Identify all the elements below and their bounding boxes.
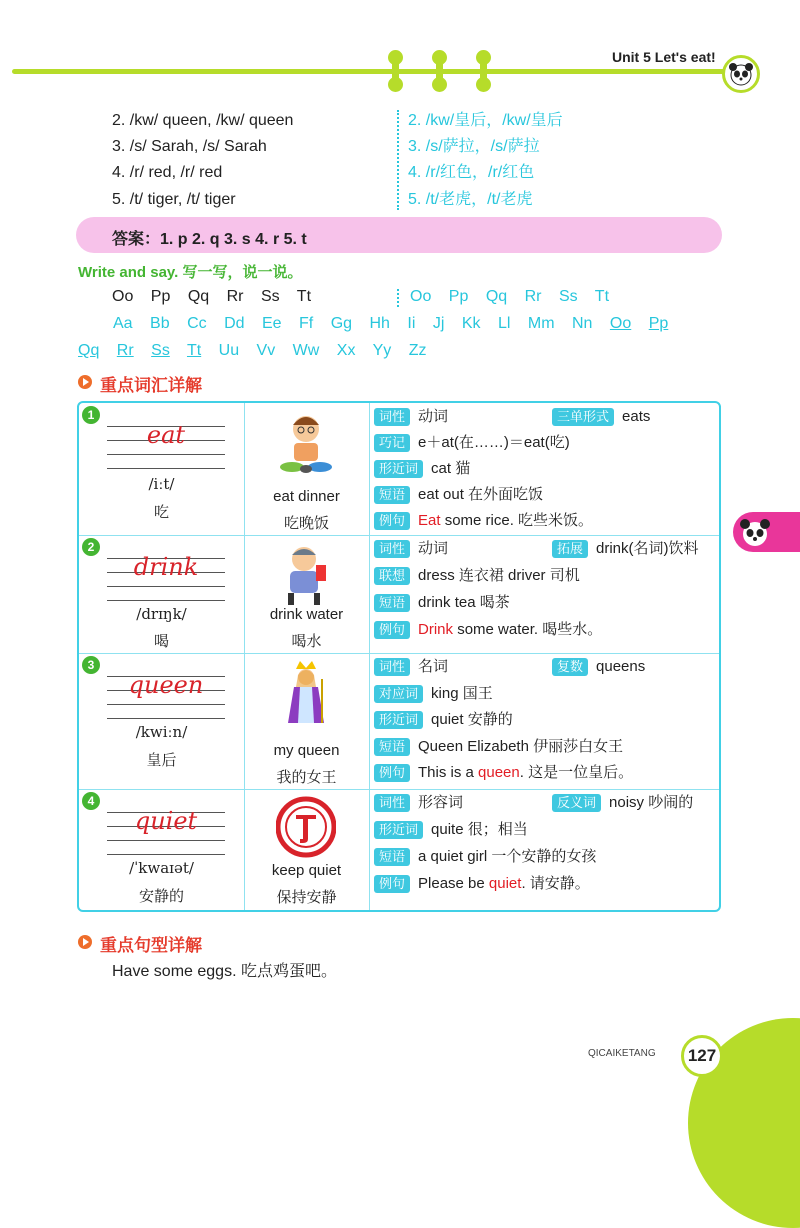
picture-phrase: eat dinner: [273, 488, 340, 505]
letter-pair: Jj: [432, 315, 445, 332]
letter-pair: Ww: [292, 342, 320, 359]
letter-pair: Ii: [407, 315, 416, 332]
queen-icon: [276, 659, 336, 725]
picture-phrase-cn: 吃晚饭: [283, 515, 329, 532]
vocab-row: [79, 403, 719, 536]
phonetic: /iːt/: [148, 475, 175, 493]
vocab-word: drink: [133, 553, 199, 581]
letter-pair: Gg: [330, 315, 353, 332]
info-line: 反义词 noisy 吵闹的: [552, 793, 693, 813]
vocab-word: queen: [128, 671, 204, 699]
letter-pair: Yy: [372, 342, 392, 359]
man-drinking-icon: [276, 541, 336, 607]
info-line: 联想 dress 连衣裙 driver 司机: [374, 566, 580, 586]
letter-pair: Rr: [226, 288, 244, 305]
vocab-row: [79, 535, 719, 654]
info-line: 三单形式 eats: [552, 407, 650, 427]
side-tab: [733, 512, 800, 552]
info-line: 复数 queens: [552, 657, 645, 677]
example-line: 例句 Please be quiet. 请安静。: [374, 874, 590, 894]
letter-pair: Hh: [369, 315, 390, 332]
column-divider: [397, 110, 399, 210]
vocab-row: [79, 653, 719, 790]
alphabet-row-blue: [78, 342, 440, 360]
answer-text: 答案：1. p 2. q 3. s 4. r 5. t: [112, 231, 307, 248]
vocab-word: eat: [146, 421, 186, 449]
letter-pair: Tt: [296, 288, 312, 305]
letter-pair: Dd: [224, 315, 245, 332]
picture-phrase-cn: 我的女王: [276, 769, 337, 786]
letter-pair: Qq: [485, 288, 508, 305]
info-line: 词性 动词: [374, 539, 448, 559]
picture-cell: [244, 403, 370, 535]
letter-pair: Nn: [572, 315, 593, 332]
info-cell: [370, 789, 719, 910]
info-line: 短语 a quiet girl 一个安静的女孩: [374, 847, 596, 867]
word-cell: [79, 403, 245, 535]
picture-cell: [244, 653, 370, 789]
alphabet-row-blue: [410, 288, 622, 306]
letter-pair: Zz: [408, 342, 427, 359]
letter-pair: Xx: [336, 342, 356, 359]
info-line: 词性 动词: [374, 407, 448, 427]
info-line: 短语 drink tea 喝茶: [374, 593, 510, 613]
play-icon: [78, 935, 92, 949]
letter-pair: Cc: [187, 315, 207, 332]
info-line: 形近词 cat 猫: [374, 459, 470, 479]
letter-pair: Ff: [299, 315, 314, 332]
header-rule: [12, 69, 727, 74]
panda-icon: [735, 512, 775, 552]
section-title: 重点句型详解: [100, 936, 202, 955]
letter-pair: Bb: [150, 315, 170, 332]
info-line: 短语 eat out 在外面吃饭: [374, 485, 543, 505]
letter-pair: Qq: [187, 288, 210, 305]
vocab-table: [77, 401, 721, 912]
letter-pair: Kk: [461, 315, 481, 332]
info-line: 对应词 king 国王: [374, 684, 493, 704]
alphabet-row-black: [112, 288, 324, 306]
info-cell: [370, 653, 719, 789]
column-divider: [397, 289, 399, 307]
picture-phrase-cn: 保持安静: [276, 889, 337, 906]
word-cell: [79, 789, 245, 910]
pron-line: 5. /t/ tiger, /t/ tiger: [112, 191, 236, 208]
letter-pair: Qq: [78, 342, 100, 359]
play-icon: [78, 375, 92, 389]
example-line: 例句 Drink some water. 喝些水。: [374, 620, 602, 640]
letter-pair: Ss: [151, 342, 170, 359]
letter-pair: Mm: [527, 315, 555, 332]
phonetic: /kwiːn/: [135, 723, 188, 741]
letter-pair: Pp: [448, 288, 469, 305]
picture-cell: [244, 535, 370, 653]
info-line: 词性 名词: [374, 657, 448, 677]
row-number: 2: [82, 538, 100, 556]
row-number: 4: [82, 792, 100, 810]
binder-pin: [392, 56, 399, 86]
picture-phrase: drink water: [269, 606, 344, 623]
letter-pair: Pp: [150, 288, 171, 305]
pron-translation: 3. /s/萨拉，/s/萨拉: [408, 138, 540, 155]
letter-pair: Vv: [256, 342, 276, 359]
letter-pair: Oo: [609, 315, 632, 332]
alphabet-row-blue: [113, 315, 681, 333]
chinese-meaning: 吃: [153, 504, 169, 521]
picture-phrase: my queen: [273, 742, 340, 759]
example-line: 例句 Eat some rice. 吃些米饭。: [374, 511, 593, 531]
info-line: 形近词 quite 很；相当: [374, 820, 528, 840]
chinese-meaning: 皇后: [146, 752, 177, 769]
letter-pair: Ss: [558, 288, 578, 305]
vocab-word: quiet: [134, 807, 198, 835]
row-number: 3: [82, 656, 100, 674]
letter-pair: Rr: [116, 342, 134, 359]
picture-cell: [244, 789, 370, 910]
pron-translation: 2. /kw/皇后，/kw/皇后: [408, 112, 563, 129]
info-line: 词性 形容词: [374, 793, 463, 813]
key-sentence: Have some eggs. 吃点鸡蛋吧。: [112, 963, 337, 980]
phonetic: /ˈkwaɪət/: [129, 859, 194, 877]
page-number: 127: [681, 1035, 723, 1077]
row-number: 1: [82, 406, 100, 424]
word-cell: [79, 535, 245, 653]
binder-pin: [480, 56, 487, 86]
word-cell: [79, 653, 245, 789]
info-line: 巧记 e＋at(在……)＝eat(吃): [374, 433, 570, 453]
letter-pair: Tt: [594, 288, 610, 305]
picture-phrase-cn: 喝水: [291, 633, 322, 650]
letter-pair: Uu: [218, 342, 240, 359]
letter-pair: Ee: [261, 315, 282, 332]
chinese-meaning: 喝: [153, 633, 169, 650]
info-cell: [370, 535, 719, 653]
info-line: 形近词 quiet 安静的: [374, 710, 513, 730]
info-line: 短语 Queen Elizabeth 伊丽莎白女王: [374, 737, 623, 757]
info-line: 拓展 drink(名词)饮料: [552, 539, 699, 559]
section-title: 重点词汇详解: [100, 376, 202, 395]
letter-pair: Oo: [410, 288, 432, 305]
write-say-title: Write and say. 写一写，说一说。: [78, 264, 303, 281]
pron-line: 4. /r/ red, /r/ red: [112, 164, 223, 181]
chinese-meaning: 安静的: [138, 888, 184, 905]
letter-pair: Rr: [524, 288, 542, 305]
panda-icon: [722, 55, 760, 93]
example-line: 例句 This is a queen. 这是一位皇后。: [374, 763, 633, 783]
footer-brand: QICAIKETANG: [588, 1048, 656, 1059]
letter-pair: Aa: [113, 315, 133, 332]
binder-pin: [436, 56, 443, 86]
letter-pair: Pp: [648, 315, 669, 332]
pron-line: 2. /kw/ queen, /kw/ queen: [112, 112, 294, 129]
letter-pair: Ll: [497, 315, 511, 332]
letter-pair: Oo: [112, 288, 134, 305]
boy-eating-icon: [276, 409, 336, 475]
letter-pair: Ss: [260, 288, 280, 305]
phonetic: /drɪŋk/: [136, 605, 187, 623]
pron-line: 3. /s/ Sarah, /s/ Sarah: [112, 138, 267, 155]
pron-translation: 4. /r/红色，/r/红色: [408, 164, 535, 181]
quiet-sign-icon: [276, 795, 336, 861]
picture-phrase: keep quiet: [271, 862, 342, 879]
info-cell: [370, 403, 719, 535]
unit-title: Unit 5 Let's eat!: [612, 49, 716, 65]
vocab-row: [79, 789, 719, 910]
pron-translation: 5. /t/老虎，/t/老虎: [408, 191, 533, 208]
letter-pair: Tt: [186, 342, 202, 359]
